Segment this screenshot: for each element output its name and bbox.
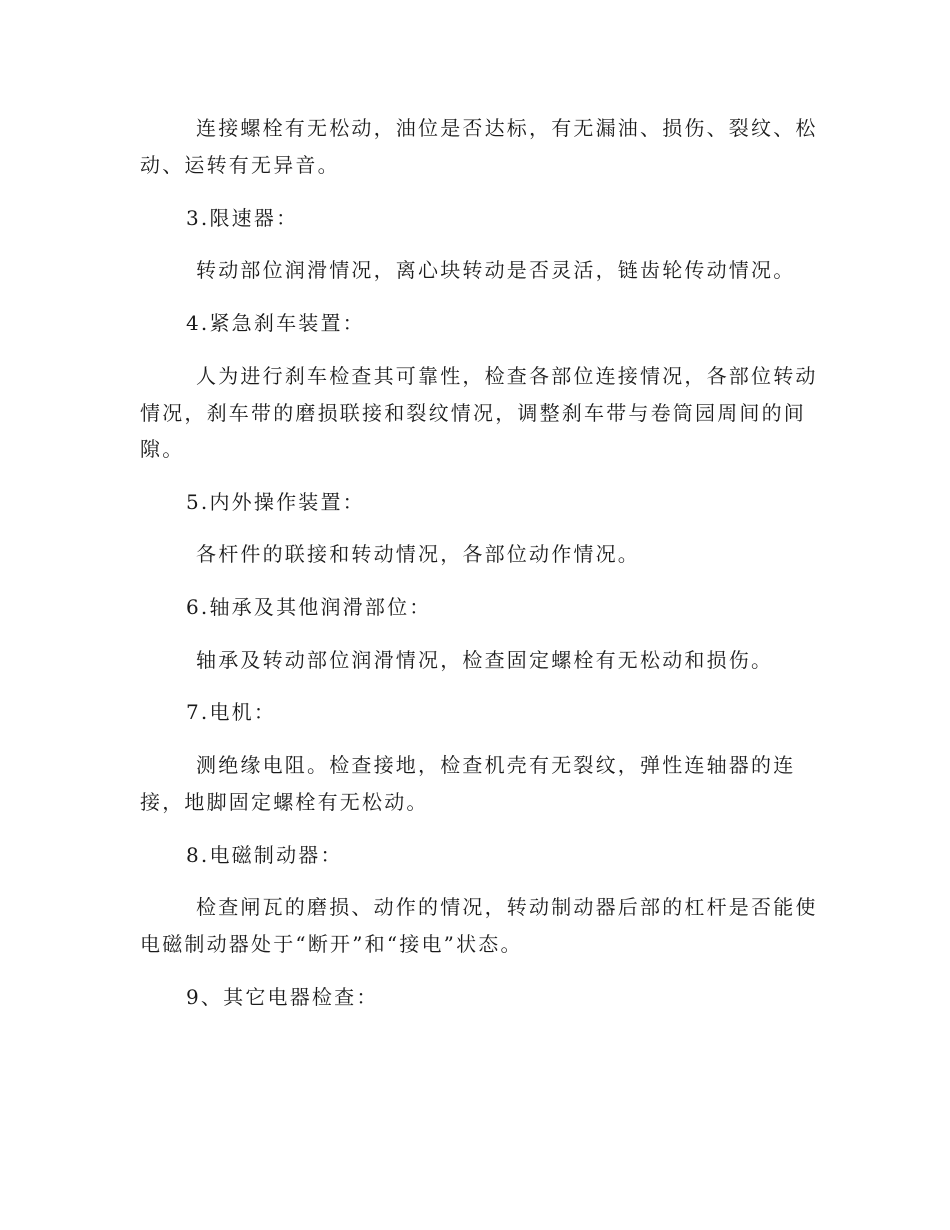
paragraph-line: 人为进行刹车检查其可靠性，检查各部位连接情况，各部位转动 <box>196 364 818 388</box>
paragraph-line: 检查闸瓦的磨损、动作的情况，转动制动器后部的杠杆是否能使 <box>196 895 818 919</box>
section-heading: 8.电磁制动器： <box>186 843 343 867</box>
paragraph-line: 各杆件的联接和转动情况，各部位动作情况。 <box>196 542 640 566</box>
paragraph-line: 隙。 <box>140 437 185 461</box>
paragraph-line: 接，地脚固定螺栓有无松动。 <box>140 790 429 814</box>
paragraph-line: 动、运转有无异音。 <box>140 153 340 177</box>
section-heading: 3.限速器： <box>186 206 299 230</box>
paragraph-line: 电磁制动器处于“断开”和“接电”状态。 <box>140 932 523 956</box>
paragraph-line: 轴承及转动部位润滑情况，检查固定螺栓有无松动和损伤。 <box>196 648 774 672</box>
section-heading: 7.电机： <box>186 700 277 724</box>
paragraph-line: 转动部位润滑情况，离心块转动是否灵活，链齿轮传动情况。 <box>196 258 796 282</box>
paragraph-line: 连接螺栓有无松动，油位是否达标，有无漏油、损伤、裂纹、松 <box>196 116 818 140</box>
section-heading: 5.内外操作装置： <box>186 490 365 514</box>
section-heading: 6.轴承及其他润滑部位： <box>186 595 432 619</box>
section-heading: 9、其它电器检查： <box>186 985 379 1009</box>
paragraph-line: 情况，刹车带的磨损联接和裂纹情况，调整刹车带与卷筒园周间的间 <box>140 401 806 425</box>
section-heading: 4.紧急刹车装置： <box>186 311 365 335</box>
paragraph-line: 测绝缘电阻。检查接地，检查机壳有无裂纹，弹性连轴器的连 <box>196 753 796 777</box>
